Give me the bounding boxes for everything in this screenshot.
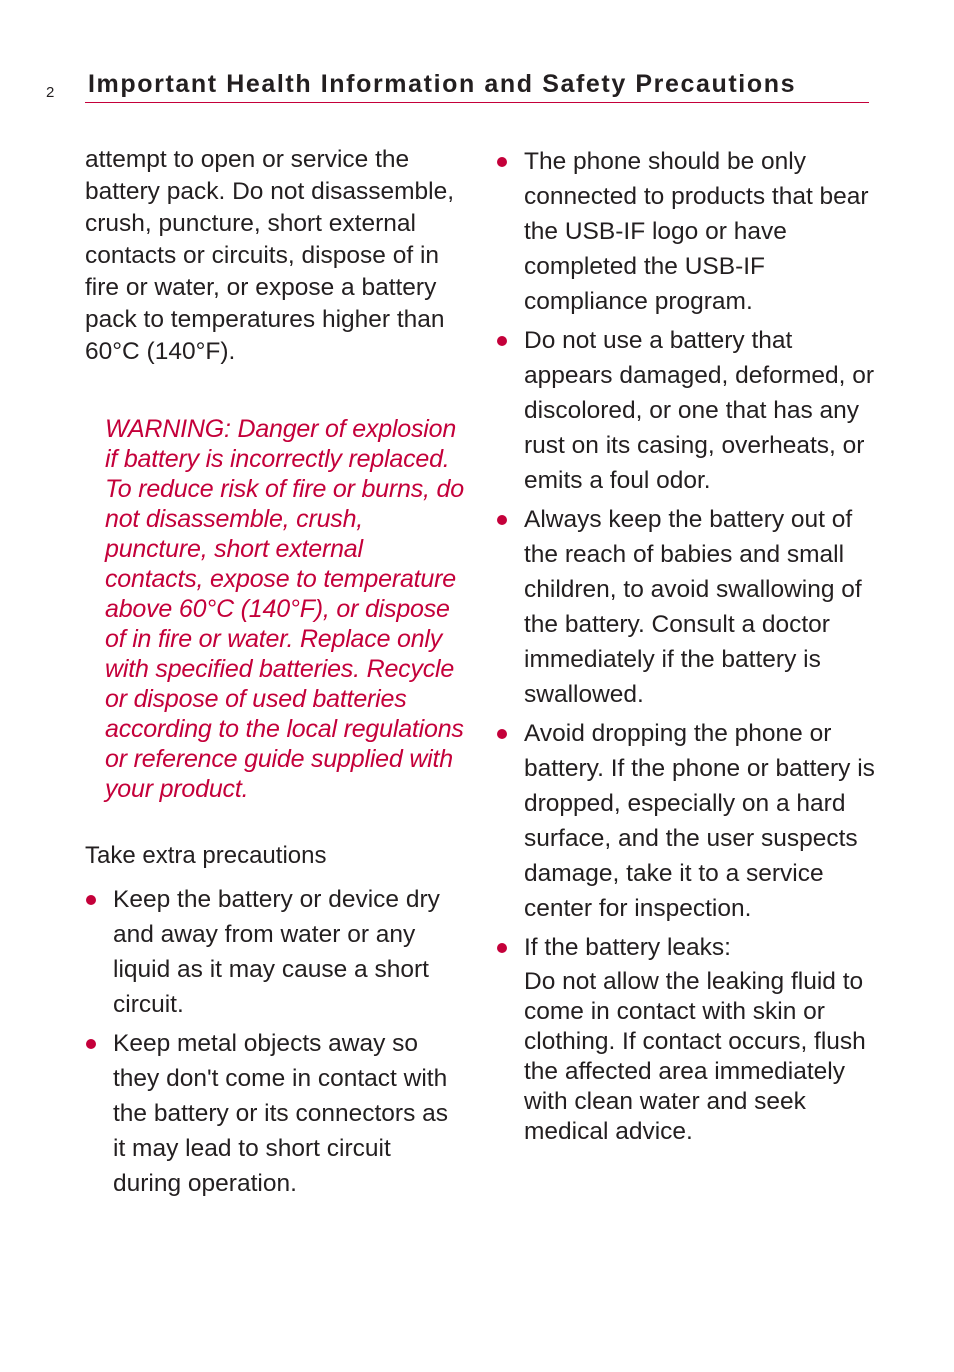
- list-item-text: Keep the battery or device dry and away from water or any liquid as it may cause a short circuit.: [113, 886, 440, 1018]
- list-item: [496, 323, 876, 498]
- list-item: [85, 1026, 465, 1201]
- battery-safety-list: [496, 144, 876, 1147]
- header-divider: [85, 102, 869, 103]
- list-item-text: Do not use a battery that appears damaged, deformed, or discolored, or one that has any rust on its casing, overheats, or emits a foul odor.: [524, 327, 875, 494]
- list-item-text: Always keep the battery out of the reach of babies and small children, to avoid swallowing of the battery. Consult a doctor immediately if the battery is swallowed.: [524, 506, 862, 708]
- right-column: [496, 144, 876, 1151]
- list-item: [85, 882, 465, 1022]
- bullet-dot-icon: [497, 729, 507, 739]
- list-item-text: Keep metal objects away so they don't come in contact with the battery or its connectors as it may lead to short circuit during operation.: [113, 1030, 448, 1197]
- list-item-text: Avoid dropping the phone or battery. If the phone or battery is dropped, especially on a hard surface, and the user suspects damage, take it to a service center for inspection.: [524, 720, 875, 922]
- warning-text: WARNING: Danger of explosion if battery is incorrectly replaced. To reduce risk of fire or burns, do not disassemble, crush, puncture, short external contacts, expose to temperature above 60°C (140°F), or dispose of in fire or water. Replace only with specified batteries. Recycle or dispose of used batteries according to the local regulations or reference guide supplied with your product.: [105, 415, 464, 803]
- list-item: [496, 144, 876, 319]
- bullet-dot-icon: [497, 157, 507, 167]
- left-column: [85, 144, 465, 1205]
- list-item: [496, 502, 876, 712]
- bullet-dot-icon: [86, 1039, 96, 1049]
- bullet-dot-icon: [86, 895, 96, 905]
- leak-instructions: Do not allow the leaking fluid to come in contact with skin or clothing. If contact occurs, flush the affected area immediately with clean water and seek medical advice.: [524, 968, 866, 1145]
- list-item-text: If the battery leaks:: [524, 934, 731, 961]
- intro-paragraph: attempt to open or service the battery pack. Do not disassemble, crush, puncture, short external contacts or circuits, dispose of in fire or water, or expose a battery pack to temperatures higher than 60°C (140°F).: [85, 146, 455, 365]
- bullet-dot-icon: [497, 943, 507, 953]
- list-item: [496, 716, 876, 926]
- list-item: [496, 930, 876, 1147]
- section-subheading: Take extra precautions: [85, 842, 327, 869]
- page-title: Important Health Information and Safety Precautions: [88, 70, 797, 98]
- precautions-list: [85, 882, 465, 1201]
- bullet-dot-icon: [497, 336, 507, 346]
- list-item-text: The phone should be only connected to products that bear the USB-IF logo or have completed the USB-IF compliance program.: [524, 148, 869, 315]
- bullet-dot-icon: [497, 515, 507, 525]
- page-number: 2: [46, 84, 55, 101]
